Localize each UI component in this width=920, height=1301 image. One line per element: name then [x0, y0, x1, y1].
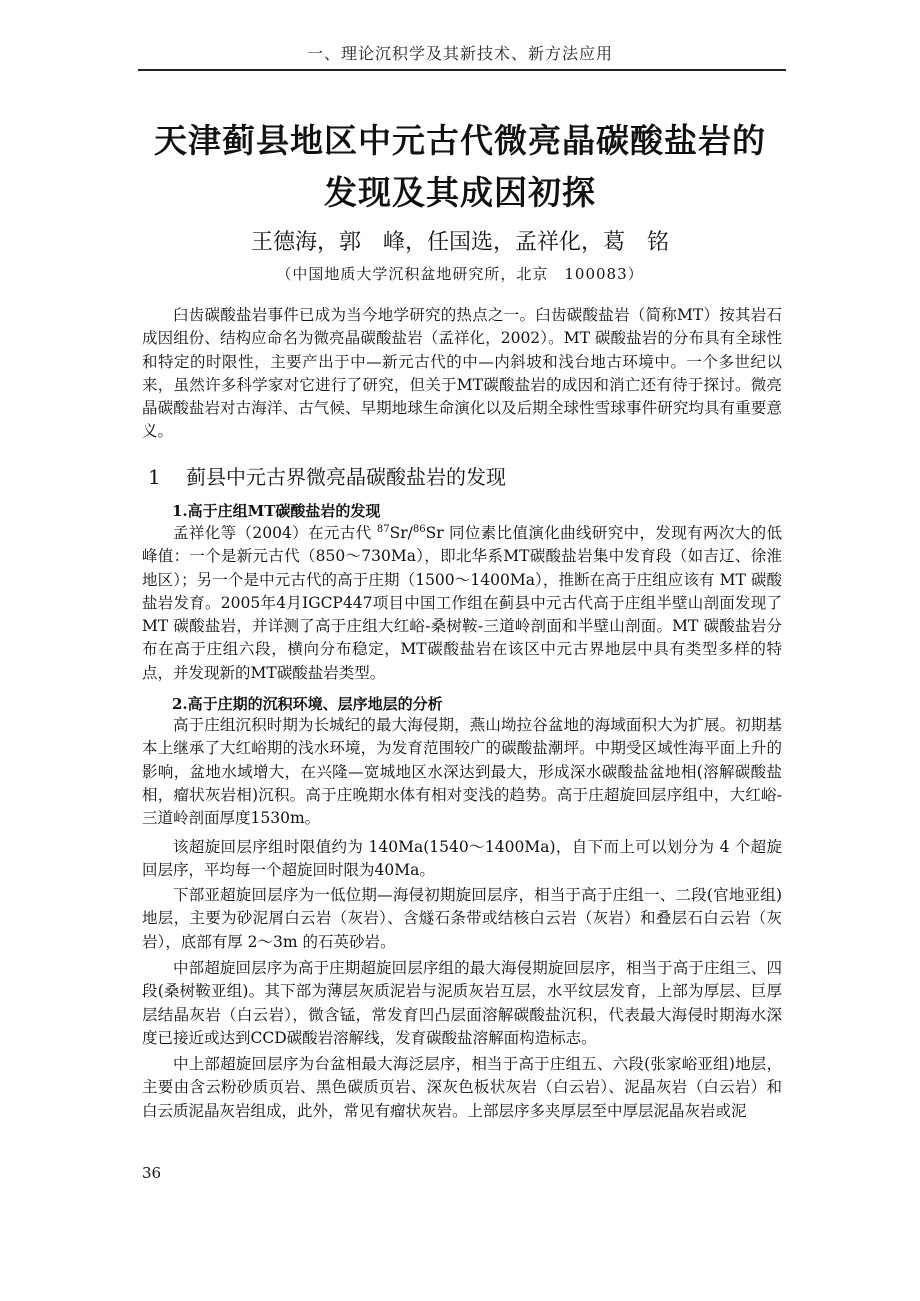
- subsection-2-paragraph-3: 下部亚超旋回层序为一低位期—海侵初期旋回层序，相当于高于庄组一、二段(官地亚组)地层，主要为砂泥屑白云岩（灰岩）、含燧石条带或结核白云岩（灰岩）和叠层石白云岩（灰岩），底部有厚 2～3m 的石英砂岩。: [142, 886, 782, 951]
- affiliation: （中国地质大学沉积盆地研究所，北京 100083）: [276, 265, 644, 283]
- header-rule: [138, 69, 786, 71]
- section-heading: [148, 461, 506, 490]
- subsection-heading-2: 2.高于庄期的沉积环境、层序地层的分析: [172, 695, 443, 713]
- p-text: Sr/: [389, 524, 413, 542]
- authors: 王德海，郭 峰，任国选，孟祥化，葛 铭: [250, 230, 669, 255]
- section-number: 1: [148, 465, 161, 489]
- title-line-1: 天津蓟县地区中元古代微亮晶碳酸盐岩的: [154, 121, 766, 160]
- running-head: 一、理论沉积学及其新技术、新方法应用: [306, 44, 613, 63]
- title-line-2: 发现及其成因初探: [324, 173, 596, 212]
- section-title: 蓟县中元古界微亮晶碳酸盐岩的发现: [186, 465, 506, 489]
- subsection-2-paragraph-4: 中部超旋回层序为高于庄期超旋回层序组的最大海侵期旋回层序，相当于高于庄组三、四段(桑树鞍亚组)。其下部为薄层灰质泥岩与泥质灰岩互层，水平纹层发育，上部为厚层、巨厚层结晶灰岩（白云岩），微含锰，常发育凹凸层面溶解碳酸盐沉积，代表最大海侵时期海水深度已接近或达到CCD碳酸岩溶解线，发育碳酸盐溶解面构造标志。: [142, 959, 782, 1047]
- intro-paragraph: 臼齿碳酸盐岩事件已成为当今地学研究的热点之一。臼齿碳酸盐岩（简称MT）按其岩石成因组份、结构应命名为微亮晶碳酸盐岩（孟祥化，2002）。MT 碳酸盐岩的分布具有全球性和特定的时限性，主要产出于中—新元古代的中—内斜坡和浅台地古环境中。一个多世纪以来，虽然许多科学家对它进行了研究，但关于MT碳酸盐岩的成因和消亡还有待于探讨。微亮晶碳酸盐岩对古海洋、古气候、早期地球生命演化以及后期全球性雪球事件研究均具有重要意义。: [142, 306, 782, 441]
- subsection-2-paragraph-5: 中上部超旋回层序为台盆相最大海泛层序，相当于高于庄组五、六段(张家峪亚组)地层，主要由含云粉砂质页岩、黑色碳质页岩、深灰色板状灰岩（白云岩）、泥晶灰岩（白云岩）和白云质泥晶灰岩组成，此外，常见有瘤状灰岩。上部层序多夹厚层至中厚层泥晶灰岩或泥: [142, 1055, 782, 1120]
- p-text: Sr 同位素比值演化曲线研究中，发现有两次大的低峰值：一个是新元古代（850～730Ma），即北华系MT碳酸盐岩集中发育段（如吉辽、徐淮地区）；另一个是中元古代的高于庄期（1500～1400Ma），推断在高于庄组应该有 MT 碳酸盐岩发育。2005年4月IGCP447项目中国工作组在蓟县中元古代高于庄组半壁山剖面发现了 MT 碳酸盐岩，并详测了高于庄组大红峪-桑树鞍-三道岭剖面和半壁山剖面。MT 碳酸盐岩分布在高于庄组六段，横向分布稳定，MT碳酸盐岩在该区中元古界地层中具有类型多样的特点，并发现新的MT碳酸盐岩类型。: [142, 524, 782, 682]
- page-number: 36: [142, 1164, 162, 1182]
- superscript-87: 87: [376, 523, 390, 535]
- p-text: 孟祥化等（2004）在元古代: [173, 524, 377, 542]
- subsection-1-paragraph: [142, 522, 782, 685]
- subsection-heading-1: 1.高于庄组MT碳酸盐岩的发现: [172, 502, 381, 520]
- subsection-2-paragraph-1: 高于庄组沉积时期为长城纪的最大海侵期，燕山坳拉谷盆地的海域面积大为扩展。初期基本上继承了大红峪期的浅水环境，为发育范围较广的碳酸盐潮坪。中期受区域性海平面上升的影响，盆地水域增大，在兴隆—宽城地区水深达到最大，形成深水碳酸盐盆地相(溶解碳酸盐相，瘤状灰岩相)沉积。高于庄晚期水体有相对变浅的趋势。高于庄超旋回层序组中，大红峪-三道岭剖面厚度1530m。: [142, 716, 782, 828]
- superscript-86: 86: [412, 523, 426, 535]
- subsection-2-paragraph-2: 该超旋回层序组时限值约为 140Ma(1540～1400Ma)，自下而上可以划分为 4 个超旋回层序，平均每一个超旋回时限为40Ma。: [142, 838, 782, 880]
